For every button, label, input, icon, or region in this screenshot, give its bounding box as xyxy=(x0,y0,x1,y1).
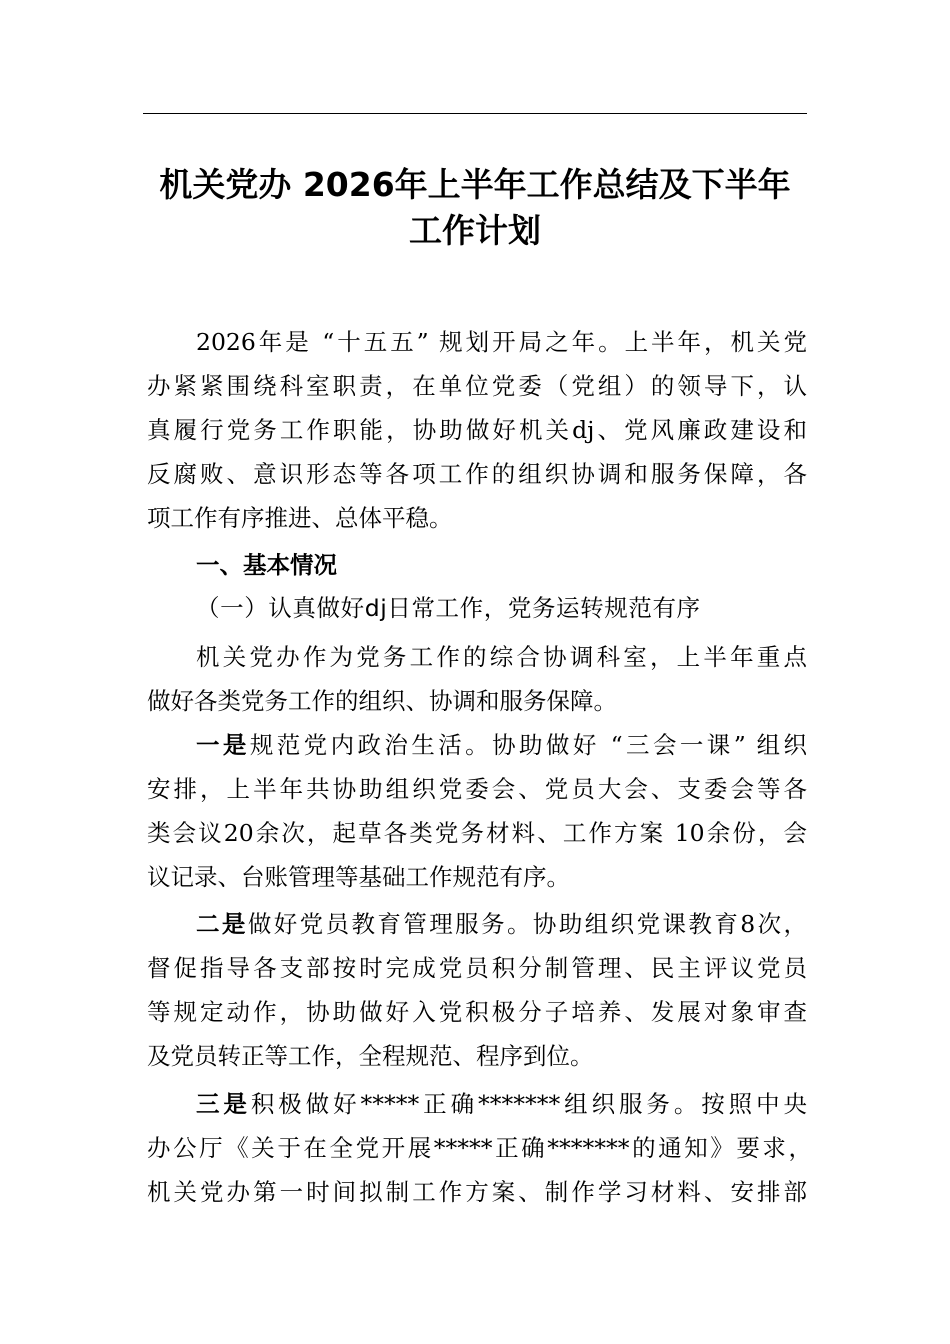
item1-text-1: 规范党内政治生活。协助做好 “三会一课” 组织 xyxy=(249,731,808,759)
subsection-heading-1: （一）认真做好dj日常工作，党务运转规范有序 xyxy=(196,594,701,622)
intro-line-4: 反腐败、意识形态等各项工作的组织协调和服务保障，各 xyxy=(147,460,807,488)
intro-line-2: 办紧紧围绕科室职责，在单位党委（党组）的领导下，认 xyxy=(147,372,807,400)
item1-line-4: 议记录、台账管理等基础工作规范有序。 xyxy=(147,863,570,891)
item2-line-4: 及党员转正等工作，全程规范、程序到位。 xyxy=(147,1042,594,1070)
item1-lead: 一是 xyxy=(196,731,250,759)
section-heading-1: 一、基本情况 xyxy=(196,551,337,579)
item3-line-1 xyxy=(196,1089,807,1119)
header-rule xyxy=(143,113,807,114)
item2-line-2: 督促指导各支部按时完成党员积分制管理、民主评议党员 xyxy=(147,954,807,982)
item2-lead: 二是 xyxy=(196,910,248,938)
item3-text-1: 积极做好*****正确*******组织服务。按照中央 xyxy=(250,1090,808,1118)
sub1-para-line-2: 做好各类党务工作的组织、协调和服务保障。 xyxy=(147,687,617,715)
item3-line-2: 办公厅《关于在全党开展*****正确*******的通知》要求， xyxy=(147,1134,812,1162)
item1-line-1 xyxy=(196,730,807,760)
sub1-para-line-1: 机关党办作为党务工作的综合协调科室，上半年重点 xyxy=(196,643,807,671)
item1-line-3: 类会议20余次，起草各类党务材料、工作方案 10余份，会 xyxy=(147,819,807,847)
intro-line-5: 项工作有序推进、总体平稳。 xyxy=(147,504,453,532)
intro-line-3: 真履行党务工作职能，协助做好机关dj、党风廉政建设和 xyxy=(147,416,807,444)
document-title-line-1: 机关党办 2026年上半年工作总结及下半年 xyxy=(159,165,791,204)
document-title-line-2: 工作计划 xyxy=(409,211,541,250)
item2-text-1: 做好党员教育管理服务。协助组织党课教育8次， xyxy=(247,910,808,938)
item3-lead: 三是 xyxy=(196,1090,251,1118)
item3-line-3: 机关党办第一时间拟制工作方案、制作学习材料、安排部 xyxy=(147,1178,807,1206)
item2-line-1 xyxy=(196,909,807,939)
item2-line-3: 等规定动作，协助做好入党积极分子培养、发展对象审查 xyxy=(147,998,807,1026)
intro-line-1: 2026年是 “十五五” 规划开局之年。上半年，机关党 xyxy=(196,328,807,356)
item1-line-2: 安排，上半年共协助组织党委会、党员大会、支委会等各 xyxy=(147,775,807,803)
